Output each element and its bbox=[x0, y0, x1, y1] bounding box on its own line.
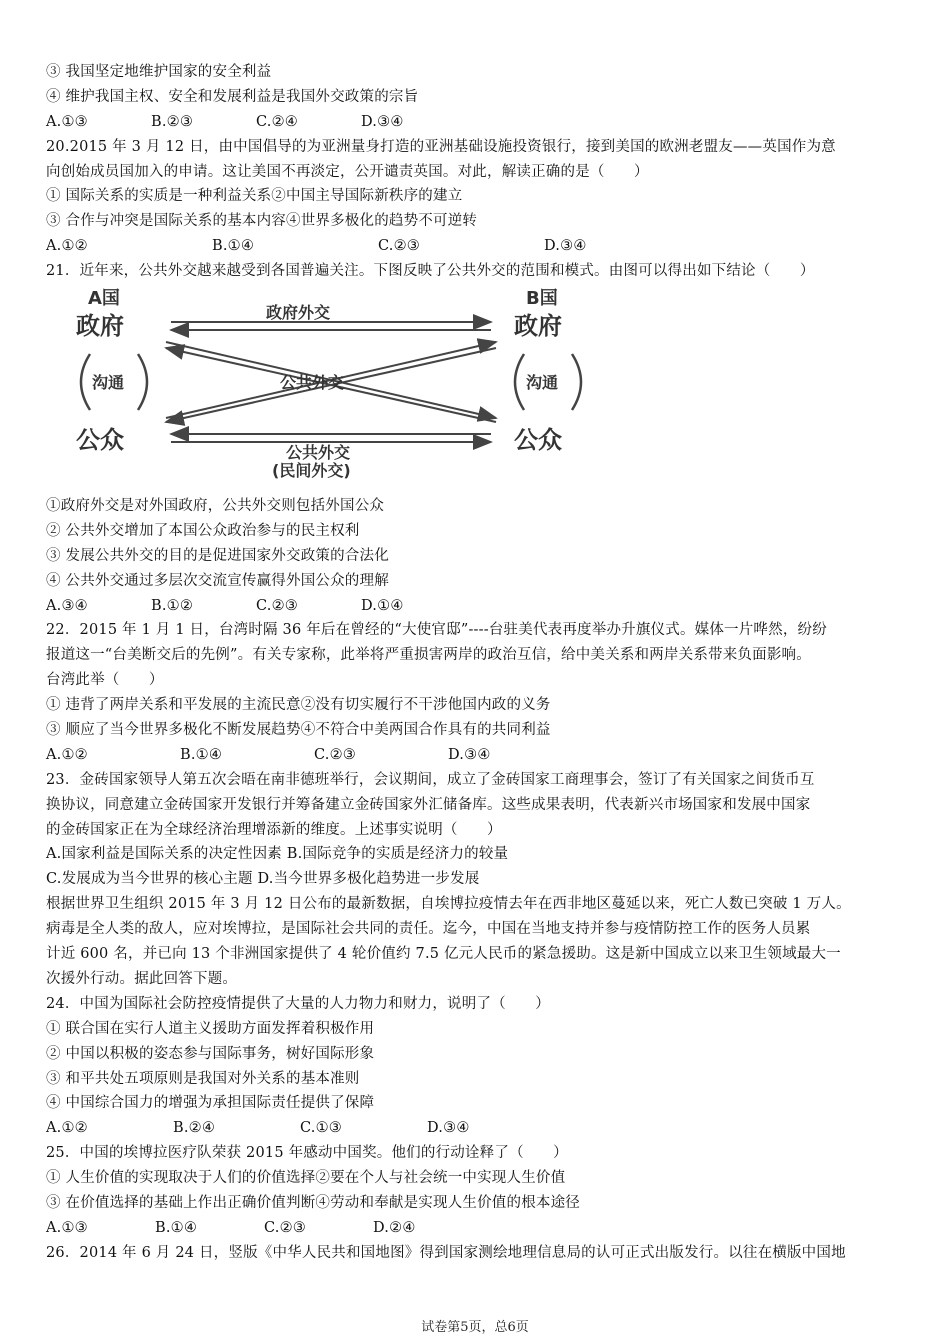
q20-stem-1: 20.2015 年 3 月 12 日，由中国倡导的为亚洲量身打造的亚洲基础设施投资银行，接到美国的欧洲老盟友——英国作为意 bbox=[46, 138, 836, 155]
q23-options-ab: A.国家利益是国际关系的决定性因素 B.国际竞争的实质是经济力的较量 bbox=[46, 846, 509, 863]
option-b: B.②④ bbox=[173, 1120, 216, 1137]
option-d: D.③④ bbox=[544, 238, 587, 255]
option-a: A.①③ bbox=[46, 1219, 88, 1236]
civil-diplomacy-label: (民间外交) bbox=[272, 461, 351, 481]
material-3: 计近 600 名，并已向 13 个非洲国家提供了 4 轮价值约 7.5 亿元人民币的紧急援助。这是新中国成立以来卫生领域最大一 bbox=[46, 946, 841, 963]
option-b: B.①④ bbox=[212, 238, 255, 255]
right-paren-close bbox=[572, 354, 581, 410]
q21-item-3: ③ 发展公共外交的目的是促进国家外交政策的合法化 bbox=[46, 547, 389, 564]
option-a: A.①③ bbox=[46, 113, 88, 130]
q23-options-cd: C.发展成为当今世界的核心主题 D.当今世界多极化趋势进一步发展 bbox=[46, 871, 480, 888]
public-diplomacy-center-label: 公共外交 bbox=[280, 373, 345, 393]
q21-options bbox=[46, 594, 912, 619]
material-4: 次援外行动。据此回答下题。 bbox=[46, 970, 238, 987]
q24-item-2: ② 中国以积极的姿态参与国际事务，树好国际形象 bbox=[46, 1045, 375, 1062]
q20-item-2: ③ 合作与冲突是国际关系的基本内容④世界多极化的趋势不可逆转 bbox=[46, 213, 478, 230]
page-footer: 试卷第5页，总6页 bbox=[421, 1320, 529, 1335]
option-a: A.①② bbox=[46, 746, 88, 763]
q26-stem-1: 26．2014 年 6 月 24 日，竖版《中华人民共和国地图》得到国家测绘地理信息局的认可正式出版发行。以往在横版中国地 bbox=[46, 1244, 846, 1261]
a-country-label: A国 bbox=[88, 288, 120, 310]
statement-3: ③ 我国坚定地维护国家的安全利益 bbox=[46, 64, 272, 80]
gov-diplomacy-label: 政府外交 bbox=[266, 303, 331, 323]
q24-stem: 24．中国为国际社会防控疫情提供了大量的人力物力和财力，说明了（ ） bbox=[46, 995, 550, 1012]
option-c: C.②④ bbox=[256, 113, 298, 130]
option-b: B.①② bbox=[151, 597, 194, 614]
option-b: B.①④ bbox=[155, 1219, 198, 1236]
gov-right-label: 政府 bbox=[514, 312, 562, 341]
option-c: C.②③ bbox=[314, 746, 356, 763]
option-d: D.③④ bbox=[427, 1120, 470, 1137]
statement-4: ④ 维护我国主权、安全和发展利益是我国外交政策的宗旨 bbox=[46, 88, 419, 105]
q22-stem-3: 台湾此举（ ） bbox=[46, 672, 164, 689]
option-c: C.①③ bbox=[300, 1120, 342, 1137]
option-a: A.①② bbox=[46, 238, 88, 255]
option-b: B.①④ bbox=[180, 746, 223, 763]
q25-item-1: ① 人生价值的实现取决于人们的价值选择②要在个人与社会统一中实现人生价值 bbox=[46, 1170, 566, 1187]
q19-options bbox=[46, 110, 912, 135]
q25-stem: 25．中国的埃博拉医疗队荣获 2015 年感动中国奖。他们的行动诠释了（ ） bbox=[46, 1145, 568, 1162]
exam-page bbox=[46, 60, 912, 1266]
q20-item-1: ① 国际关系的实质是一种利益关系②中国主导国际新秩序的建立 bbox=[46, 188, 463, 205]
option-b: B.②③ bbox=[151, 113, 194, 130]
comm-right-label: 沟通 bbox=[526, 373, 559, 393]
q24-options bbox=[46, 1116, 912, 1141]
q24-item-4: ④ 中国综合国力的增强为承担国际责任提供了保障 bbox=[46, 1095, 375, 1112]
option-d: D.②④ bbox=[373, 1219, 416, 1236]
public-diplomacy-bottom-label: 公共外交 bbox=[286, 443, 351, 463]
public-diplomacy-diagram bbox=[66, 286, 626, 486]
q22-item-1: ① 违背了两岸关系和平发展的主流民意②没有切实履行不干涉他国内政的义务 bbox=[46, 697, 551, 714]
public-right-label: 公众 bbox=[514, 426, 562, 455]
q25-item-2: ③ 在价值选择的基础上作出正确价值判断④劳动和奉献是实现人生价值的根本途径 bbox=[46, 1194, 581, 1211]
option-c: C.②③ bbox=[264, 1219, 306, 1236]
public-left-label: 公众 bbox=[76, 426, 124, 455]
right-paren-open bbox=[515, 354, 524, 410]
b-country-label: B国 bbox=[526, 288, 558, 310]
q21-stem: 21．近年来，公共外交越来越受到各国普遍关注。下图反映了公共外交的范围和模式。由图可以得出如下结论（ ） bbox=[46, 263, 815, 280]
q21-item-2: ② 公共外交增加了本国公众政治参与的民主权利 bbox=[46, 522, 360, 539]
left-paren-open bbox=[81, 354, 90, 410]
gov-left-label: 政府 bbox=[76, 312, 124, 341]
option-c: C.②③ bbox=[256, 597, 298, 614]
option-d: D.③④ bbox=[448, 746, 491, 763]
q20-options bbox=[46, 234, 912, 259]
q20-stem-2: 向创始成员国加入的申请。这让美国不再淡定，公开谴责英国。对此，解读正确的是（ ） bbox=[46, 163, 649, 180]
q24-item-3: ③ 和平共处五项原则是我国对外关系的基本准则 bbox=[46, 1070, 360, 1087]
material-1: 根据世界卫生组织 2015 年 3 月 12 日公布的最新数据，自埃博拉疫情去年在西非地区蔓延以来，死亡人数已突破 1 万人。 bbox=[46, 896, 851, 913]
option-a: A.①② bbox=[46, 1120, 88, 1137]
q22-stem-1: 22．2015 年 1 月 1 日，台湾时隔 36 年后在曾经的“大使官邸”----台驻美代表再度举办升旗仪式。媒体一片哗然，纷纷 bbox=[46, 622, 827, 639]
q21-item-1: ①政府外交是对外国政府，公共外交则包括外国公众 bbox=[46, 498, 385, 515]
q21-item-4: ④ 公共外交通过多层次交流宣传赢得外国公众的理解 bbox=[46, 572, 389, 589]
option-a: A.③④ bbox=[46, 597, 88, 614]
q23-stem-1: 23．金砖国家领导人第五次会晤在南非德班举行，会议期间，成立了金砖国家工商理事会，签订了有关国家之间货币互 bbox=[46, 771, 815, 788]
q22-options bbox=[46, 743, 912, 768]
q24-item-1: ① 联合国在实行人道主义援助方面发挥着积极作用 bbox=[46, 1020, 375, 1037]
q23-stem-3: 的金砖国家正在为全球经济治理增添新的维度。上述事实说明（ ） bbox=[46, 821, 502, 838]
comm-left-label: 沟通 bbox=[92, 373, 125, 393]
q23-stem-2: 换协议，同意建立金砖国家开发银行并筹备建立金砖国家外汇储备库。这些成果表明，代表新兴市场国家和发展中国家 bbox=[46, 796, 811, 813]
left-paren-close bbox=[138, 354, 147, 410]
material-2: 病毒是全人类的敌人，应对埃博拉，是国际社会共同的责任。迄今，中国在当地支持并参与疫情防控工作的医务人员累 bbox=[46, 921, 811, 938]
option-d: D.③④ bbox=[361, 113, 404, 130]
q22-stem-2: 报道这一“台美断交后的先例”。有关专家称，此举将严重损害两岸的政治互信，给中美关系和两岸关系带来负面影响。 bbox=[46, 647, 811, 664]
option-c: C.②③ bbox=[378, 238, 420, 255]
option-d: D.①④ bbox=[361, 597, 404, 614]
q25-options bbox=[46, 1216, 912, 1241]
q22-item-2: ③ 顺应了当今世界多极化不断发展趋势④不符合中美两国合作具有的共同利益 bbox=[46, 722, 551, 739]
